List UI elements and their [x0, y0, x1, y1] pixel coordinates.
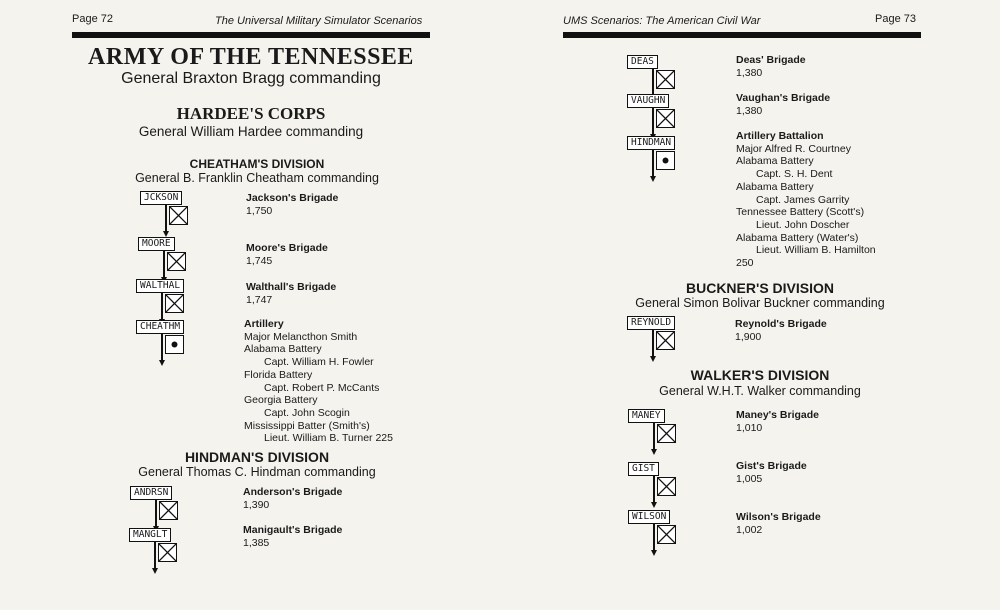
- unit-detail-line: 1,380: [736, 66, 763, 79]
- infantry-icon: [657, 477, 676, 496]
- unit-detail-line: 1,747: [246, 293, 273, 306]
- division-title: WALKER'S DIVISION: [690, 367, 830, 383]
- page-number: Page 73: [875, 13, 916, 25]
- unit-flag: WILSON: [628, 510, 670, 524]
- unit-entry: [736, 409, 819, 434]
- unit-detail-line: Tennessee Battery (Scott's): [736, 206, 865, 219]
- unit-flag: GIST: [628, 462, 659, 476]
- unit-detail-line: Capt. John Scogin: [264, 406, 350, 419]
- unit-flag: WALTHAL: [136, 279, 184, 293]
- unit-detail-line: Capt. William H. Fowler: [264, 356, 374, 369]
- flag-staff: [155, 500, 157, 528]
- unit-detail-line: 1,002: [736, 523, 763, 536]
- unit-detail-line: Mississippi Batter (Smith's): [244, 419, 370, 432]
- unit-name: Deas' Brigade: [736, 54, 806, 66]
- unit-flag: ANDRSN: [130, 486, 172, 500]
- unit-flag: REYNOLD: [627, 316, 675, 330]
- unit-detail-line: 1,390: [243, 498, 270, 511]
- artillery-icon: [165, 335, 184, 354]
- arrow-down-icon: [651, 550, 657, 556]
- flag-staff: [652, 108, 654, 136]
- flag-staff: [652, 150, 654, 178]
- unit-entry: [243, 486, 342, 511]
- unit-entry: [244, 318, 393, 445]
- flag-staff: [652, 69, 654, 97]
- unit-name: Artillery Battalion: [736, 130, 824, 142]
- flag-staff: [161, 293, 163, 321]
- division-commander: General W.H.T. Walker commanding: [659, 384, 861, 398]
- flag-staff: [653, 476, 655, 504]
- division-title: BUCKNER'S DIVISION: [685, 280, 834, 296]
- header-rule: [72, 32, 430, 38]
- flag-staff: [165, 205, 167, 233]
- unit-name: Walthall's Brigade: [246, 281, 337, 293]
- unit-entry: [736, 130, 876, 270]
- infantry-icon: [167, 252, 186, 271]
- unit-detail-line: Capt. Robert P. McCants: [264, 381, 380, 394]
- arrow-down-icon: [159, 360, 165, 366]
- division-commander: General Thomas C. Hindman commanding: [138, 465, 376, 479]
- running-title: UMS Scenarios: The American Civil War: [563, 15, 761, 27]
- unit-entry: [243, 524, 342, 549]
- infantry-icon: [158, 543, 177, 562]
- flag-staff: [652, 330, 654, 358]
- flag-staff: [653, 423, 655, 451]
- unit-name: Vaughan's Brigade: [736, 92, 831, 104]
- army-title: ARMY OF THE TENNESSEE: [88, 44, 414, 70]
- arrow-down-icon: [651, 502, 657, 508]
- flag-staff: [653, 524, 655, 552]
- flag-staff: [163, 251, 165, 279]
- arrow-down-icon: [152, 568, 158, 574]
- unit-name: Reynold's Brigade: [735, 318, 827, 330]
- unit-detail-line: Alabama Battery: [736, 155, 814, 168]
- unit-detail-line: 250: [736, 257, 754, 270]
- unit-entry: [735, 318, 827, 343]
- running-title: The Universal Military Simulator Scenarios: [215, 15, 423, 27]
- arrow-down-icon: [650, 356, 656, 362]
- infantry-icon: [656, 331, 675, 350]
- arrow-down-icon: [651, 449, 657, 455]
- unit-flag: HINDMAN: [627, 136, 675, 150]
- unit-detail-line: Alabama Battery (Water's): [736, 231, 859, 244]
- unit-detail-line: Alabama Battery: [244, 343, 322, 356]
- flag-staff: [154, 542, 156, 570]
- unit-detail-line: Major Alfred R. Courtney: [736, 142, 851, 155]
- unit-name: Anderson's Brigade: [243, 486, 343, 498]
- artillery-icon: [656, 151, 675, 170]
- unit-name: Artillery: [244, 318, 284, 330]
- unit-flag: MANEY: [628, 409, 665, 423]
- unit-detail-line: Lieut. William B. Hamilton: [756, 244, 876, 257]
- unit-detail-line: 1,750: [246, 204, 273, 217]
- unit-flag: DEAS: [627, 55, 658, 69]
- unit-name: Maney's Brigade: [736, 409, 820, 421]
- unit-detail-line: Alabama Battery: [736, 180, 814, 193]
- unit-detail-line: 1,380: [736, 104, 763, 117]
- unit-detail-line: 1,900: [735, 330, 762, 343]
- unit-flag: MANGLT: [129, 528, 171, 542]
- unit-name: Wilson's Brigade: [736, 511, 821, 523]
- unit-name: Moore's Brigade: [246, 242, 328, 254]
- division-commander: General B. Franklin Cheatham commanding: [135, 171, 379, 185]
- division-title: HINDMAN'S DIVISION: [184, 449, 330, 465]
- unit-entry: [246, 192, 338, 217]
- unit-name: Jackson's Brigade: [246, 192, 339, 204]
- corps-title: HARDEE'S CORPS: [176, 104, 326, 123]
- unit-detail-line: Lieut. John Doscher: [756, 218, 850, 231]
- unit-entry: [736, 511, 821, 536]
- army-commander: General Braxton Bragg commanding: [121, 70, 381, 87]
- unit-flag: VAUGHN: [627, 94, 669, 108]
- unit-detail-line: Georgia Battery: [244, 394, 318, 407]
- infantry-icon: [165, 294, 184, 313]
- infantry-icon: [656, 70, 675, 89]
- unit-entry: [736, 54, 806, 79]
- unit-entry: [736, 460, 807, 485]
- left-page: [0, 0, 470, 610]
- unit-entry: [246, 242, 328, 267]
- corps-commander: General William Hardee commanding: [138, 124, 364, 139]
- infantry-icon: [657, 424, 676, 443]
- unit-entry: [246, 281, 336, 306]
- unit-entry: [736, 92, 830, 117]
- division-commander: General Simon Bolivar Buckner commanding: [635, 296, 885, 310]
- division-title: CHEATHAM'S DIVISION: [189, 157, 325, 171]
- unit-flag: CHEATHM: [136, 320, 184, 334]
- infantry-icon: [657, 525, 676, 544]
- unit-detail-line: Major Melancthon Smith: [244, 330, 358, 343]
- unit-name: Gist's Brigade: [736, 460, 807, 472]
- unit-flag: MOORE: [138, 237, 175, 251]
- unit-detail-line: 1,005: [736, 472, 763, 485]
- infantry-icon: [169, 206, 188, 225]
- page-number: Page 72: [72, 13, 113, 25]
- header-rule: [563, 32, 921, 38]
- flag-staff: [161, 334, 163, 362]
- unit-detail-line: Florida Battery: [244, 368, 313, 381]
- unit-detail-line: Lieut. William B. Turner 225: [264, 432, 393, 445]
- infantry-icon: [159, 501, 178, 520]
- unit-flag: JCKSON: [140, 191, 182, 205]
- unit-detail-line: 1,010: [736, 421, 763, 434]
- arrow-down-icon: [650, 176, 656, 182]
- unit-name: Manigault's Brigade: [243, 524, 343, 536]
- unit-detail-line: 1,385: [243, 536, 270, 549]
- unit-detail-line: 1,745: [246, 254, 273, 267]
- unit-detail-line: Capt. James Garrity: [756, 193, 850, 206]
- infantry-icon: [656, 109, 675, 128]
- unit-detail-line: Capt. S. H. Dent: [756, 168, 833, 181]
